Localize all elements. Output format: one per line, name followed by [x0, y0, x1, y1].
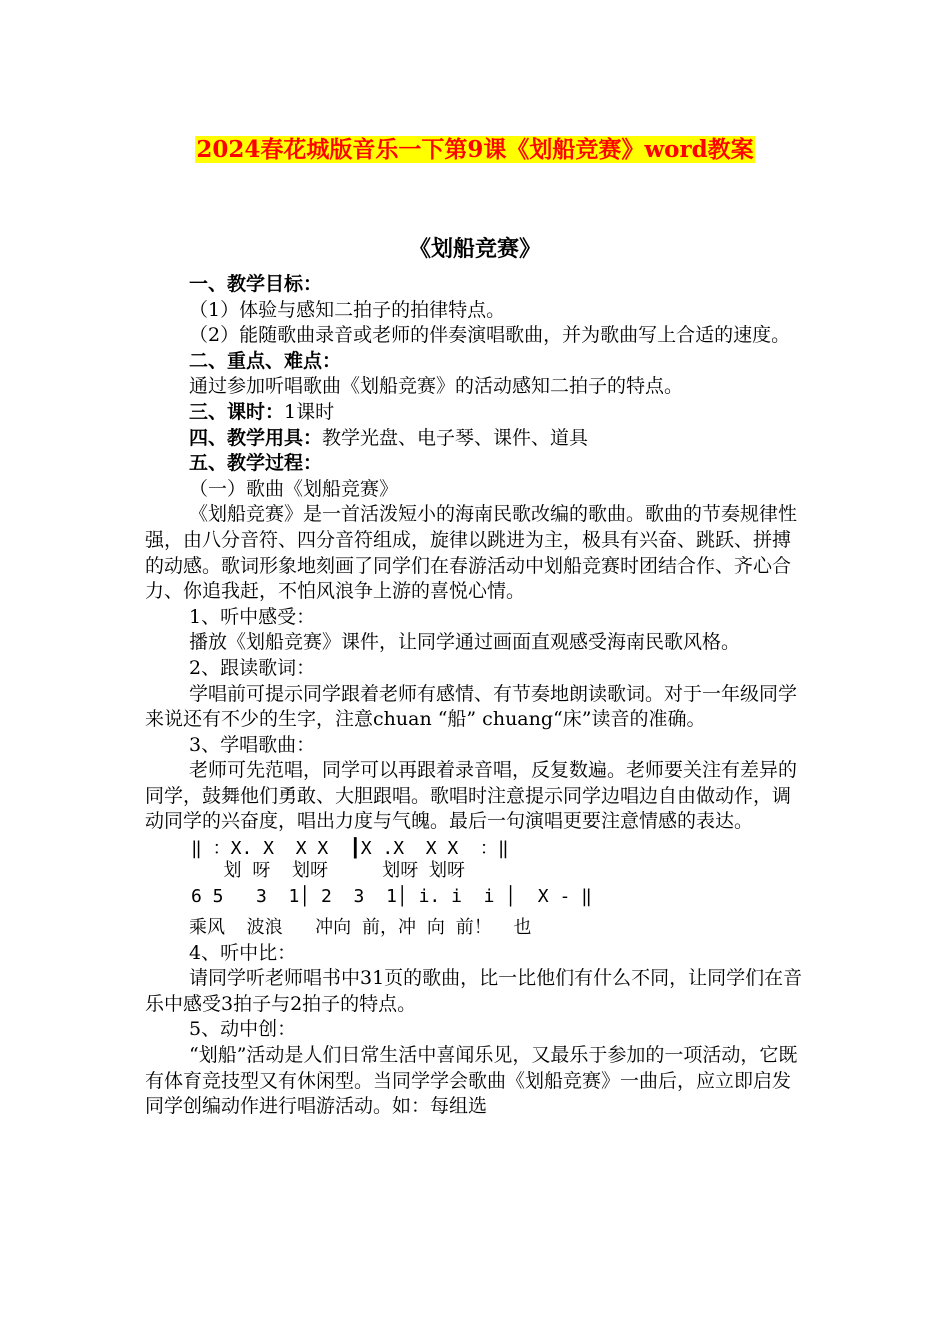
step-title: 2、跟读歌词：: [189, 656, 316, 679]
melody-line: 6 5 3 1│ 2 3 1│ i. i i │ X - ‖: [191, 886, 592, 908]
section-heading-keypoints: 二、重点、难点：: [189, 349, 342, 372]
keypoints-text: 通过参加听唱歌曲《划船竞赛》的活动感知二拍子的特点。: [189, 375, 684, 398]
section-heading-period: 三、课时：: [189, 400, 285, 423]
section-tools: [145, 426, 805, 452]
tools-text: 教学光盘、电子琴、课件、道具: [322, 426, 589, 449]
step-title: 3、学唱歌曲：: [189, 733, 316, 756]
section-period: [145, 400, 805, 426]
objective-item: （1）体验与感知二拍子的拍律特点。: [189, 298, 506, 321]
rhythm-lyrics: 划 呀 划呀 划呀 划呀: [191, 860, 466, 882]
step-title: 5、动中创：: [189, 1018, 297, 1041]
rhythm-line: ‖ ：X. X X X ┃X .X X X ：‖: [191, 838, 509, 860]
document-body: [145, 272, 805, 1120]
document-title-text: 2024春花城版音乐一下第9课《划船竞赛》word教案: [196, 136, 754, 163]
music-notation: [145, 835, 805, 915]
step-text: “划船”活动是人们日常生活中喜闻乐见，又最乐于参加的一项活动，它既有体育竞技型又有休闲型。当同学学会歌曲《划船竞赛》一曲后，应立即启发同学创编动作进行唱游活动。如：每组选: [145, 1044, 798, 1118]
document-title: [0, 135, 950, 165]
section-heading-process: 五、教学过程：: [189, 452, 323, 475]
step-text: 学唱前可提示同学跟着老师有感情、有节奏地朗读歌词。对于一年级同学来说还有不少的生字，注意chuan “船” chuang“床”读音的准确。: [145, 682, 798, 731]
step-title: 1、听中感受：: [189, 605, 316, 628]
step-text: 老师可先范唱，同学可以再跟着录音唱，反复数遍。老师要关注有差异的同学，鼓舞他们勇敢、大胆跟唱。歌唱时注意提示同学边唱边自由做动作，调动同学的兴奋度，唱出力度与气魄。最后一句演唱更要注意情感的表达。: [145, 759, 798, 833]
objective-item: （2）能随歌曲录音或老师的伴奏演唱歌曲，并为歌曲写上合适的速度。: [189, 324, 791, 347]
step-title: 4、听中比：: [189, 941, 297, 964]
song-intro-paragraph: 《划船竞赛》是一首活泼短小的海南民歌改编的歌曲。歌曲的节奏规律性强，由八分音符、四分音符组成，旋律以跳进为主，极具有兴奋、跳跃、拼搏的动感。歌词形象地刻画了同学们在春游活动中划船竞赛时团结合作、齐心合力、你追我赶，不怕风浪争上游的喜悦心情。: [145, 503, 798, 603]
part-title: （一）歌曲《划船竞赛》: [189, 477, 399, 500]
step-text: 播放《划船竞赛》课件，让同学通过画面直观感受海南民歌风格。: [189, 631, 741, 654]
period-text: 1课时: [284, 400, 335, 423]
section-heading-objectives: 一、教学目标：: [189, 273, 323, 295]
step-text: 请同学听老师唱书中31页的歌曲，比一比他们有什么不同，让同学们在音乐中感受3拍子与2拍子的特点。: [145, 967, 803, 1015]
melody-lyrics: 乘风 波浪 冲向 前，冲 向 前！ 也: [189, 917, 532, 939]
section-heading-tools: 四、教学用具：: [189, 426, 323, 449]
lesson-title: 《划船竞赛》: [408, 236, 541, 262]
